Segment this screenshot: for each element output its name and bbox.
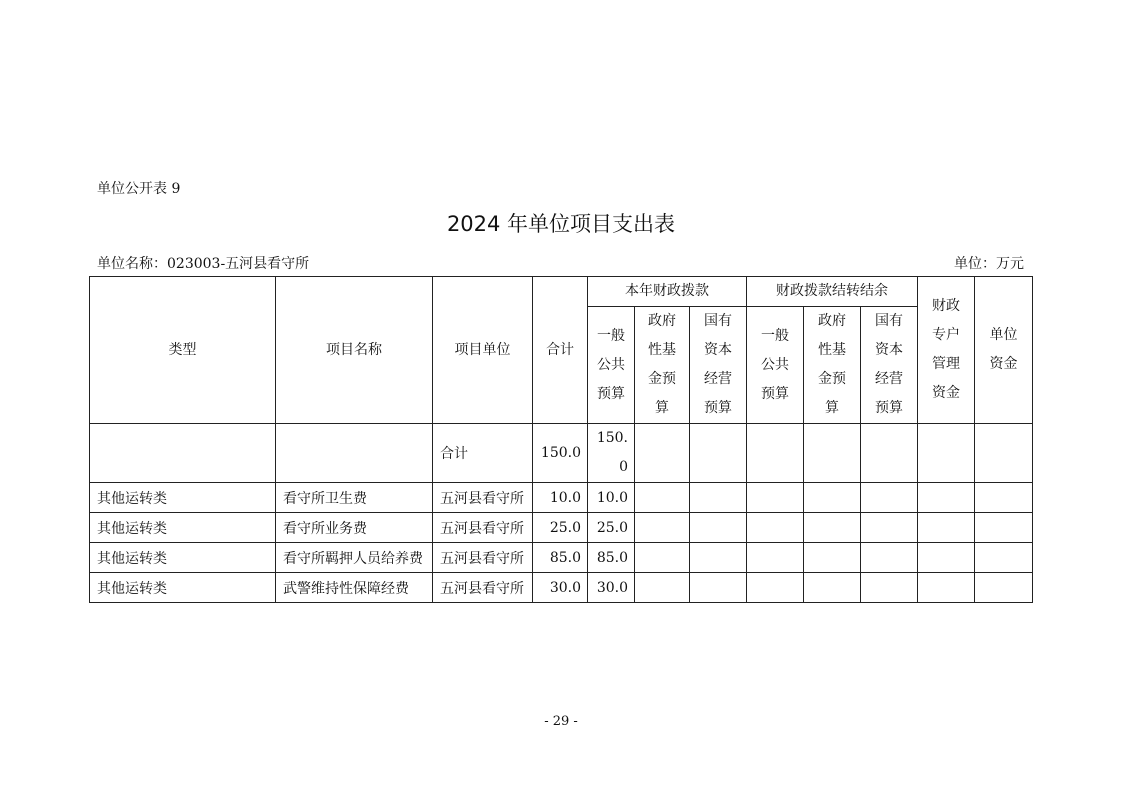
row-type: 其他运转类 [90,573,276,603]
empty-cell [861,513,918,543]
header-project-unit: 项目单位 [433,277,533,424]
empty-cell [918,513,975,543]
row-project-name: 武警维持性保障经费 [276,573,433,603]
header-special-account-funds: 财政 专户 管理 资金 [918,277,975,424]
empty-cell [975,483,1033,513]
empty-cell [918,573,975,603]
total-name-cell [276,424,433,483]
header-carryover-general-budget: 一般 公共 预算 [747,307,804,424]
empty-cell [635,573,690,603]
empty-cell [747,424,804,483]
total-amount: 150.0 [533,424,588,483]
row-project-name: 看守所卫生费 [276,483,433,513]
empty-cell [690,543,747,573]
row-total: 25.0 [533,513,588,543]
page-number: - 29 - [544,714,578,729]
row-general-budget: 85.0 [588,543,635,573]
header-project-name: 项目名称 [276,277,433,424]
row-project-name: 看守所羁押人员给养费 [276,543,433,573]
row-type: 其他运转类 [90,483,276,513]
unit-name: 单位名称：023003-五河县看守所 [97,256,310,272]
empty-cell [918,483,975,513]
empty-cell [918,424,975,483]
page-title: 2024 年单位项目支出表 [446,212,676,236]
empty-cell [861,424,918,483]
table-row [90,573,1033,603]
empty-cell [690,513,747,543]
header-total: 合计 [533,277,588,424]
empty-cell [804,543,861,573]
empty-cell [804,513,861,543]
header-unit-funds: 单位 资金 [975,277,1033,424]
form-number: 单位公开表 9 [97,181,181,197]
row-type: 其他运转类 [90,513,276,543]
header-current-year-appropriation: 本年财政拨款 [588,277,747,307]
total-row [90,424,1033,483]
empty-cell [804,483,861,513]
row-general-budget: 10.0 [588,483,635,513]
table-row [90,513,1033,543]
row-project-name: 看守所业务费 [276,513,433,543]
empty-cell [975,543,1033,573]
empty-cell [747,543,804,573]
empty-cell [861,483,918,513]
row-total: 85.0 [533,543,588,573]
row-project-unit: 五河县看守所 [433,543,533,573]
empty-cell [861,543,918,573]
empty-cell [747,483,804,513]
empty-cell [635,513,690,543]
empty-cell [690,424,747,483]
header-type: 类型 [90,277,276,424]
header-current-general-budget: 一般 公共 预算 [588,307,635,424]
empty-cell [690,483,747,513]
row-total: 30.0 [533,573,588,603]
empty-cell [635,483,690,513]
header-current-gov-fund-budget: 政府 性基 金预 算 [635,307,690,424]
header-carryover-gov-fund-budget: 政府 性基 金预 算 [804,307,861,424]
header-current-state-capital-budget: 国有 资本 经营 预算 [690,307,747,424]
empty-cell [918,543,975,573]
row-total: 10.0 [533,483,588,513]
empty-cell [635,543,690,573]
empty-cell [747,573,804,603]
row-project-unit: 五河县看守所 [433,483,533,513]
empty-cell [747,513,804,543]
row-project-unit: 五河县看守所 [433,573,533,603]
empty-cell [804,573,861,603]
project-expenditure-table [89,276,1033,603]
header-carryover-balance: 财政拨款结转结余 [747,277,918,307]
table-row [90,483,1033,513]
row-project-unit: 五河县看守所 [433,513,533,543]
empty-cell [861,573,918,603]
total-type-cell [90,424,276,483]
table-row [90,543,1033,573]
total-general-budget: 150.0 [588,424,635,483]
header-carryover-state-capital-budget: 国有 资本 经营 预算 [861,307,918,424]
empty-cell [635,424,690,483]
empty-cell [690,573,747,603]
currency-unit: 单位：万元 [954,256,1024,272]
total-label: 合计 [433,424,533,483]
empty-cell [975,513,1033,543]
empty-cell [975,573,1033,603]
empty-cell [804,424,861,483]
row-general-budget: 30.0 [588,573,635,603]
empty-cell [975,424,1033,483]
row-general-budget: 25.0 [588,513,635,543]
row-type: 其他运转类 [90,543,276,573]
